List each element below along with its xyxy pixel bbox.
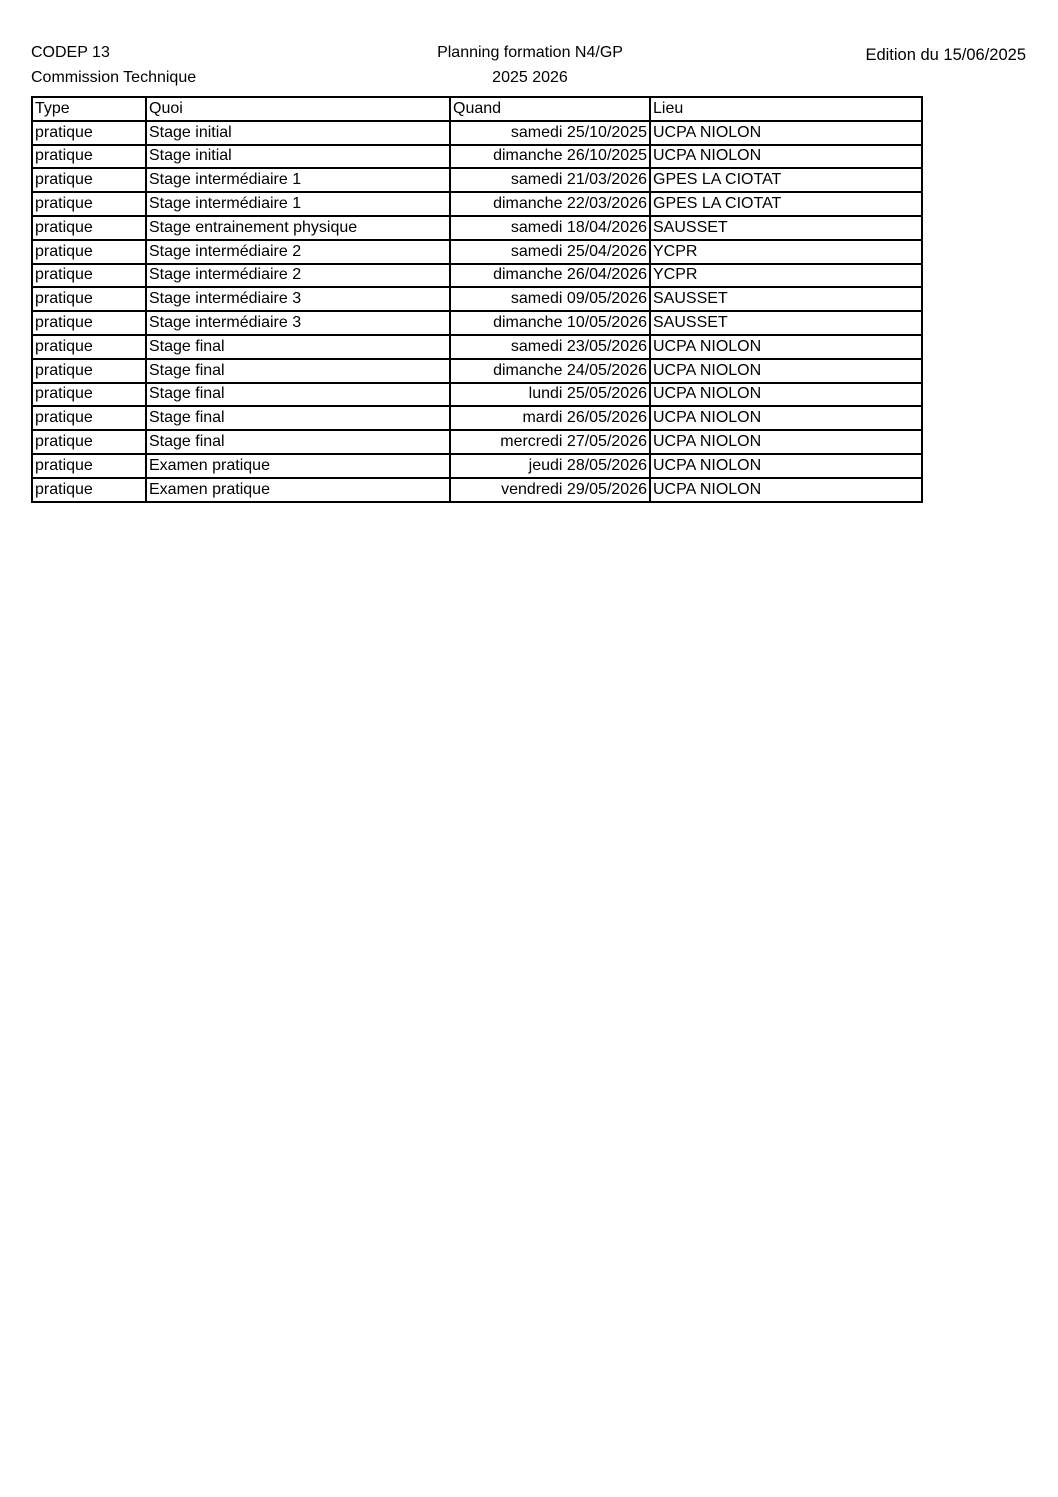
cell-quoi: Stage initial: [146, 121, 450, 145]
table-row: [32, 168, 922, 192]
table-row: [32, 383, 922, 407]
cell-lieu: GPES LA CIOTAT: [650, 168, 922, 192]
table-row: [32, 335, 922, 359]
cell-lieu: YCPR: [650, 264, 922, 288]
cell-lieu: SAUSSET: [650, 216, 922, 240]
edition-date: Edition du 15/06/2025: [865, 46, 1026, 64]
cell-type: pratique: [32, 311, 146, 335]
cell-type: pratique: [32, 264, 146, 288]
cell-type: pratique: [32, 145, 146, 169]
cell-lieu: YCPR: [650, 240, 922, 264]
cell-quand: dimanche 26/04/2026: [450, 264, 650, 288]
cell-type: pratique: [32, 383, 146, 407]
table-row: [32, 454, 922, 478]
cell-quoi: Stage final: [146, 335, 450, 359]
cell-type: pratique: [32, 216, 146, 240]
table-body: [32, 121, 922, 502]
document-year: 2025 2026: [492, 69, 568, 86]
cell-quoi: Examen pratique: [146, 478, 450, 502]
cell-type: pratique: [32, 478, 146, 502]
table-row: [32, 192, 922, 216]
planning-table: [31, 96, 923, 503]
cell-quand: mardi 26/05/2026: [450, 406, 650, 430]
table-row: [32, 311, 922, 335]
cell-quand: dimanche 22/03/2026: [450, 192, 650, 216]
table-row: [32, 359, 922, 383]
cell-lieu: UCPA NIOLON: [650, 359, 922, 383]
cell-type: pratique: [32, 287, 146, 311]
table-row: [32, 478, 922, 502]
table-header-row: [32, 97, 922, 121]
cell-lieu: UCPA NIOLON: [650, 454, 922, 478]
cell-lieu: SAUSSET: [650, 311, 922, 335]
cell-quoi: Stage final: [146, 359, 450, 383]
table-row: [32, 145, 922, 169]
cell-quoi: Examen pratique: [146, 454, 450, 478]
commission-name: Commission Technique: [31, 69, 197, 86]
cell-quoi: Stage final: [146, 383, 450, 407]
table-row: [32, 430, 922, 454]
table-row: [32, 287, 922, 311]
cell-lieu: UCPA NIOLON: [650, 335, 922, 359]
cell-quand: samedi 23/05/2026: [450, 335, 650, 359]
cell-quoi: Stage intermédiaire 1: [146, 192, 450, 216]
cell-quoi: Stage intermédiaire 3: [146, 311, 450, 335]
cell-type: pratique: [32, 168, 146, 192]
cell-quoi: Stage intermédiaire 1: [146, 168, 450, 192]
cell-type: pratique: [32, 430, 146, 454]
cell-lieu: UCPA NIOLON: [650, 406, 922, 430]
cell-quoi: Stage initial: [146, 145, 450, 169]
table-row: [32, 264, 922, 288]
cell-quand: samedi 09/05/2026: [450, 287, 650, 311]
cell-type: pratique: [32, 359, 146, 383]
cell-quand: lundi 25/05/2026: [450, 383, 650, 407]
cell-quoi: Stage entrainement physique: [146, 216, 450, 240]
cell-quand: dimanche 24/05/2026: [450, 359, 650, 383]
organization-name: CODEP 13: [31, 44, 110, 61]
column-header-type: Type: [32, 97, 146, 121]
column-header-lieu: Lieu: [650, 97, 922, 121]
table-row: [32, 216, 922, 240]
cell-quand: mercredi 27/05/2026: [450, 430, 650, 454]
cell-lieu: SAUSSET: [650, 287, 922, 311]
cell-quand: samedi 25/10/2025: [450, 121, 650, 145]
cell-lieu: UCPA NIOLON: [650, 121, 922, 145]
cell-lieu: UCPA NIOLON: [650, 383, 922, 407]
table-row: [32, 406, 922, 430]
document-title: Planning formation N4/GP: [437, 44, 623, 61]
cell-quand: dimanche 10/05/2026: [450, 311, 650, 335]
table-row: [32, 240, 922, 264]
cell-quand: samedi 18/04/2026: [450, 216, 650, 240]
column-header-quand: Quand: [450, 97, 650, 121]
cell-quand: vendredi 29/05/2026: [450, 478, 650, 502]
cell-lieu: UCPA NIOLON: [650, 430, 922, 454]
cell-quoi: Stage final: [146, 406, 450, 430]
cell-type: pratique: [32, 121, 146, 145]
cell-quand: dimanche 26/10/2025: [450, 145, 650, 169]
cell-type: pratique: [32, 406, 146, 430]
table-row: [32, 121, 922, 145]
cell-quoi: Stage intermédiaire 2: [146, 264, 450, 288]
cell-type: pratique: [32, 454, 146, 478]
cell-lieu: UCPA NIOLON: [650, 478, 922, 502]
cell-quand: jeudi 28/05/2026: [450, 454, 650, 478]
cell-lieu: GPES LA CIOTAT: [650, 192, 922, 216]
cell-quoi: Stage final: [146, 430, 450, 454]
cell-type: pratique: [32, 240, 146, 264]
cell-quand: samedi 21/03/2026: [450, 168, 650, 192]
cell-type: pratique: [32, 192, 146, 216]
cell-type: pratique: [32, 335, 146, 359]
cell-quand: samedi 25/04/2026: [450, 240, 650, 264]
cell-lieu: UCPA NIOLON: [650, 145, 922, 169]
cell-quoi: Stage intermédiaire 3: [146, 287, 450, 311]
cell-quoi: Stage intermédiaire 2: [146, 240, 450, 264]
column-header-quoi: Quoi: [146, 97, 450, 121]
